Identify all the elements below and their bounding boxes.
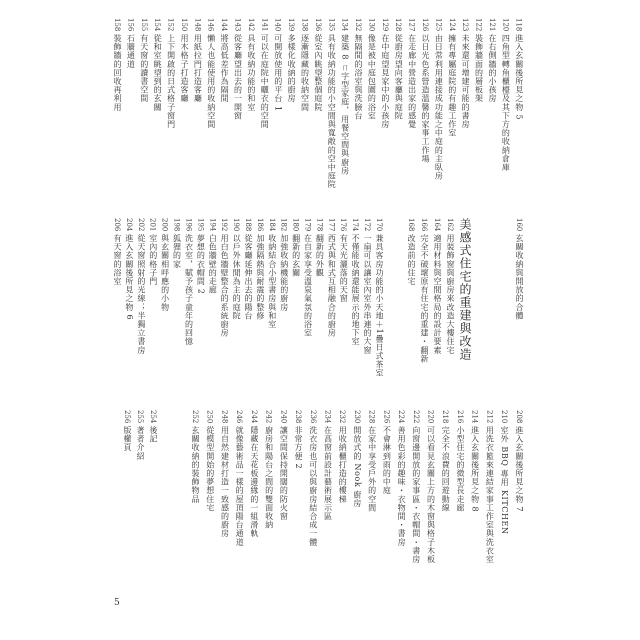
toc-page-number: 220 [426, 410, 435, 424]
toc-entry [303, 218, 313, 338]
toc-entry [419, 218, 429, 363]
toc-page-number: 228 [367, 410, 376, 424]
toc-entry [219, 410, 229, 538]
toc-page-number: 194 [208, 218, 217, 232]
toc-entry [337, 410, 347, 504]
toc-page-number: 164 [433, 218, 441, 232]
toc-entry-title: 善用色彩的趣味・衣物間・書房 [397, 426, 407, 547]
toc-entry [514, 410, 524, 513]
toc-page-number: 202 [136, 218, 145, 232]
toc-entry [183, 218, 193, 346]
toc-page-number: 177 [327, 218, 336, 232]
toc-page-number: 206 [113, 218, 121, 232]
toc-page-number: 179 [303, 218, 312, 232]
toc-entry [455, 410, 465, 512]
toc-page-number: 246 [235, 410, 244, 424]
toc-page-number: 166 [420, 218, 428, 232]
toc-page-number: 230 [352, 410, 361, 424]
toc-page-number: 141 [260, 18, 269, 32]
toc-entry-title: 四角型轉角櫃檯及其下方的收納倉庫 [501, 34, 511, 172]
toc-entry-title: 在走廊中營造出家的感覺 [407, 34, 417, 129]
toc-entry [179, 18, 189, 103]
toc-page-number: 254 [149, 410, 157, 424]
toc-entry [135, 410, 145, 461]
toc-entry-title: 小型住宅的微型長走廊 [455, 426, 465, 513]
toc-entry-title: 洗衣室，賦予孩子童年的回憶 [184, 234, 194, 347]
toc-entry-title: 白色牆壁的走廊 [208, 234, 218, 295]
toc-page-number: 184 [267, 218, 276, 232]
toc-entry [195, 218, 205, 295]
toc-entry-title: 洗衣房也可以與廚房結合成一體 [308, 426, 318, 547]
toc-entry [192, 18, 202, 103]
toc-entry [243, 218, 253, 320]
toc-entry-title: 從客廳望出去的一開窗 [233, 34, 243, 121]
toc-entry-title: 建築 8 ㄇ字型家庭，用餐空間與廚房 [340, 34, 350, 176]
toc-entry-title: 兼具客房功能的小天地＋1疊日式茶室 [374, 234, 384, 378]
toc-entry-title: 完全不浪費的回遊動線 [441, 426, 451, 513]
toc-group [512, 218, 524, 320]
toc-entry [160, 218, 170, 312]
toc-entry [514, 18, 524, 121]
toc-entry [326, 218, 336, 338]
toc-entry [445, 218, 455, 355]
toc-entry [322, 410, 332, 521]
toc-entry-title: 在高窗前設計藝術展示區 [323, 426, 333, 521]
toc-page-number: 242 [264, 410, 273, 424]
toc-entry-title: 從和室眺望到的玄關 [153, 34, 163, 112]
toc-entry [234, 410, 244, 547]
toc-entry [148, 410, 158, 444]
toc-page-number: 144 [220, 18, 229, 32]
toc-entry [406, 218, 416, 286]
toc-page-number: 190 [232, 218, 241, 232]
toc-entry-title: 石牆通道 [126, 34, 136, 69]
toc-entry-title: 完全不破壞原有住宅的重建・翻新 [420, 234, 429, 364]
toc-page-number: 236 [308, 410, 317, 424]
toc-entry [219, 218, 229, 338]
toc-page-number: 138 [300, 18, 309, 32]
toc-entry [326, 18, 336, 189]
toc-entry-title: 後記 [149, 426, 158, 444]
toc-entry [291, 218, 301, 277]
toc-entry [299, 18, 309, 112]
toc-page-number: 176 [339, 218, 348, 232]
toc-page-number: 134 [340, 18, 349, 32]
toc-page-number: 188 [243, 218, 252, 232]
toc-entry-title: 用自然建材打造一致感的廚房 [220, 426, 230, 539]
toc-entry [233, 18, 243, 120]
toc-page-number: 128 [394, 18, 403, 32]
toc-page-number: 129 [380, 18, 389, 32]
toc-entry [205, 410, 215, 512]
toc-page-number: 250 [205, 410, 214, 424]
toc-entry-title: 西式與和式互相融合的廚房 [327, 234, 337, 338]
toc-entry [362, 218, 372, 355]
toc-page-number: 127 [407, 18, 416, 32]
toc-entry [470, 410, 480, 513]
toc-entry [440, 410, 450, 512]
toc-page-number: 172 [363, 218, 372, 232]
toc-entry [124, 218, 134, 321]
toc-entry-title: 從客廳延伸出去的陽台 [243, 234, 253, 321]
toc-entry-title: 以戶外休閒為主的庭院 [232, 234, 242, 321]
toc-entry-title: 用洗衣籃來連結家事工作室與洗衣室 [485, 426, 495, 564]
toc-page-number: 244 [249, 410, 258, 424]
toc-page-number: 140 [273, 18, 282, 32]
toc-page-number: 154 [153, 18, 162, 32]
toc-entry [206, 18, 216, 129]
toc-entry-title: 翻新的玄關 [291, 234, 301, 278]
toc-entry-title: 從室內眺望整個庭院 [313, 34, 323, 112]
toc-entry-title: 上下開啟的日式格子窗門 [166, 34, 176, 129]
toc-page-number: 232 [338, 410, 347, 424]
toc-entry [407, 18, 417, 129]
toc-entry [219, 18, 229, 103]
toc-page-number: 196 [184, 218, 193, 232]
toc-page-number: 122 [474, 18, 483, 32]
toc-page-number: 162 [446, 218, 454, 232]
toc-entry-title: 版權頁 [123, 426, 132, 453]
toc-entry-title: 一扇可以讓室內室外串連的大窗 [363, 234, 373, 355]
toc-entry [112, 18, 122, 112]
toc-page-number: 118 [514, 18, 523, 32]
toc-entry [411, 410, 421, 564]
toc-entry-title: 將高低差作為隔間 [220, 34, 230, 104]
toc-page-number: 178 [315, 218, 324, 232]
toc-page-number: 121 [487, 18, 496, 32]
toc-page-number: 132 [354, 18, 363, 32]
toc-entry [279, 218, 289, 312]
toc-entry [338, 218, 348, 303]
toc-entry [139, 18, 149, 103]
toc-page-number: 255 [136, 410, 144, 424]
toc-page-number: 252 [191, 410, 199, 424]
toc-entry [499, 410, 509, 535]
toc-entry-title: 逐漸隱藏的收納空間 [300, 34, 310, 112]
toc-page-number: 256 [123, 410, 131, 424]
toc-entry-title: 進入玄關後所見之物 5 [514, 34, 524, 121]
toc-page-number: 142 [246, 18, 255, 32]
toc-page-number: 214 [470, 410, 479, 424]
toc-page-number: 248 [220, 410, 229, 424]
toc-entry-title: 加強收納機能的廚房 [279, 234, 289, 312]
toc-group [122, 410, 158, 461]
toc-entry-title: 夢想的衣帽間 2 [196, 234, 206, 295]
toc-entry [432, 218, 442, 355]
toc-entry-title: 著者介紹 [136, 426, 145, 461]
toc-entry [273, 18, 283, 112]
toc-page-number: 160 [515, 218, 523, 232]
toc-entry-title: 在右側牆的小孩房 [487, 34, 497, 104]
toc-entry [350, 218, 360, 346]
toc-entry [172, 218, 182, 269]
toc-entry [340, 18, 350, 175]
toc-entry-title: 有天光灑落的天窗 [339, 234, 349, 304]
toc-entry-title: 從模型開始的夢想住宅 [205, 426, 215, 513]
toc-page-number: 208 [514, 410, 523, 424]
toc-entry [314, 218, 324, 277]
toc-entry [353, 18, 363, 120]
toc-entry-title: 室外 BBQ 專用 KITCHEN [500, 426, 510, 535]
toc-page-number: 226 [382, 410, 391, 424]
toc-entry-title: 在中庭望見家中的小孩房 [380, 34, 390, 129]
toc-entry-title: 室內的格子門 [148, 234, 158, 286]
toc-page-number: 125 [434, 18, 443, 32]
toc-entry-title: 具有收納功能的和室 [246, 34, 256, 112]
toc-page-number: 139 [287, 18, 296, 32]
toc-page-number: 198 [172, 218, 181, 232]
toc-page-number: 192 [220, 218, 229, 232]
toc-entry-title: 就像藝術品一樣的屋頂陽台通道 [235, 426, 245, 547]
toc-entry [166, 18, 176, 129]
toc-page-number: 126 [420, 18, 429, 32]
toc-page-number: 200 [160, 218, 169, 232]
toc-entry-title: 適用材料與空間格局的設計要素 [433, 234, 442, 355]
toc-entry-title: 用白色牆壁整合的系統廚房 [220, 234, 230, 338]
toc-entry-title: 有天窗的浴室 [113, 234, 122, 286]
page-number: 5 [114, 598, 120, 608]
toc-entry-title: 在自家享受溫泉氣氛的浴室 [303, 234, 313, 338]
toc-entry [259, 18, 269, 129]
toc-entry-title: 玄關收納的裝飾物品 [191, 426, 200, 504]
toc-entry [308, 410, 318, 547]
toc-entry [255, 218, 265, 320]
toc-entry-title: 以日光色系營造溫馨的家事工作場 [420, 34, 430, 164]
toc-entry [264, 410, 274, 530]
toc-entry-title: 在家中享受戶外的空間 [367, 426, 377, 513]
toc-page-number: 143 [233, 18, 242, 32]
toc-entry [447, 18, 457, 138]
toc-entry-title: 從天窗照射的光線；半獨立書房 [136, 234, 146, 355]
toc-entry [396, 410, 406, 547]
toc-entry [286, 18, 296, 103]
toc-entry [433, 18, 443, 181]
toc-page-number: 212 [485, 410, 494, 424]
toc-entry [500, 18, 510, 172]
toc-entry-title: 可以在庭院中曬衣的空間 [260, 34, 270, 129]
toc-entry [420, 18, 430, 163]
toc-entry [374, 218, 384, 378]
toc-page-number: 224 [397, 410, 406, 424]
toc-group [112, 18, 524, 189]
toc-entry-title: 翻新的外觀 [315, 234, 325, 278]
toc-entry [487, 18, 497, 103]
toc-page-number: 170 [374, 218, 383, 232]
toc-entry-title: 進入玄關後所見之物 8 [470, 426, 480, 513]
toc-entry-title: 隱藏在天花板邊緣的一組滑軌 [249, 426, 259, 539]
toc-entry-title: 懶人也能使用的收納空間 [206, 34, 216, 129]
toc-entry-title: 加強隔熱與耐震的整修 [255, 234, 265, 321]
toc-entry-title: 具有收納功能的小空間與寬敞的空中庭院 [327, 34, 337, 190]
toc-page-number: 218 [441, 410, 450, 424]
toc-page-number: 168 [407, 218, 415, 232]
toc-entry-title: 改造前的住宅 [407, 234, 416, 286]
toc-entry-title: 裝飾牆的回收再利用 [113, 34, 122, 112]
toc-entry-title: 多樣化收納的廚房 [287, 34, 297, 104]
toc-page-number: 156 [126, 18, 135, 32]
toc-entry [246, 18, 256, 112]
toc-entry [148, 218, 158, 286]
toc-entry-title: 向窗邊開放的家事區・衣帽間・書房 [411, 426, 421, 564]
toc-entry [514, 218, 524, 320]
toc-entry-title: 無隔間的浴室與洗臉台 [354, 34, 364, 121]
toc-entry [190, 410, 200, 504]
toc-page-number: 216 [455, 410, 464, 424]
toc-page-number: 130 [367, 18, 376, 32]
toc-entry [313, 18, 323, 112]
toc-entry [267, 218, 277, 329]
toc-entry-title: 開放式的 Nook 廚房 [352, 426, 362, 509]
toc-entry-title: 用木格子打造客廳 [179, 34, 189, 104]
toc-entry-title: 收納結合小型書房與和室 [267, 234, 277, 329]
toc-page-number: 148 [193, 18, 202, 32]
toc-entry-title: 擁有專屬庭院的有趣工作室 [447, 34, 457, 138]
toc-entry-title: 未來還可增建可能的書房 [461, 34, 471, 129]
toc-entry-title: 可以看見玄關上方的木窗與格子木板 [426, 426, 436, 564]
section-heading: 美感式住宅的重建與改造 [458, 218, 472, 361]
toc-page-number: 174 [351, 218, 360, 232]
toc-page-number: 146 [206, 18, 215, 32]
toc-entry-title: 像是被中庭包圍的浴室 [367, 34, 377, 121]
toc-entry [484, 410, 494, 564]
toc-page-number: 222 [411, 410, 420, 424]
toc-entry [352, 410, 362, 508]
toc-entry [152, 18, 162, 112]
toc-entry [426, 410, 436, 564]
toc-entry [380, 18, 390, 129]
toc-entry-title: 進入玄關後所見之物 6 [124, 234, 134, 321]
toc-entry-title: 不會淋到雨的中庭 [382, 426, 392, 496]
toc-entry-title: 用收納櫃打造的樓梯 [338, 426, 348, 504]
toc-page-number: 155 [139, 18, 148, 32]
toc-page-number: 124 [447, 18, 456, 32]
toc-entry-title: 與玄關相呼應的小物 [160, 234, 170, 312]
toc-page-number: 195 [196, 218, 205, 232]
toc-page-number: 204 [124, 218, 133, 232]
toc-page-number: 182 [279, 218, 288, 232]
toc-page-number: 180 [291, 218, 300, 232]
toc-entry [460, 18, 470, 129]
toc-entry [278, 410, 288, 521]
toc-entry [381, 410, 391, 495]
toc-page-number: 238 [294, 410, 303, 424]
toc-entry [231, 218, 241, 320]
toc-page-number: 123 [461, 18, 470, 32]
toc-entry-title: 用紙拉門打造客廳 [193, 34, 203, 104]
toc-entry-title: 非常方便 2 [294, 426, 304, 470]
toc-entry-title: 可開放使用的平台 1 [273, 34, 283, 113]
toc-entry [122, 410, 132, 452]
toc-entry-title: 讓空間保持開闊的防火窗 [279, 426, 289, 521]
toc-entry-title: 裝飾牆面的層板架 [474, 34, 484, 104]
toc-entry-title: 廚房和陽台之間的雙面收納 [264, 426, 274, 530]
toc-page-number: 135 [327, 18, 336, 32]
toc-group [406, 218, 472, 363]
toc-page-number: 120 [501, 18, 510, 32]
toc-entry [474, 18, 484, 103]
toc-page-number: 152 [166, 18, 175, 32]
toc-entry-title: 不僅能收納還能展示的地下室 [351, 234, 361, 347]
toc-page-number: 234 [323, 410, 332, 424]
toc-page-number: 201 [148, 218, 157, 232]
toc-entry [207, 218, 217, 295]
toc-entry-title: 從廚房望向客廳與庭院 [394, 34, 404, 121]
toc-page-number: 186 [255, 218, 264, 232]
toc-entry [366, 18, 376, 120]
toc-entry-title: 玄關收納與開放的合體 [515, 234, 524, 321]
toc-group [112, 218, 384, 378]
toc-page-number: 210 [500, 410, 509, 424]
toc-page-number: 158 [113, 18, 121, 32]
toc-entry [249, 410, 259, 538]
toc-entry [136, 218, 146, 355]
toc-entry [367, 410, 377, 512]
toc-entry [112, 218, 122, 286]
toc-page-number: 240 [279, 410, 288, 424]
toc-entry-title: 用裝飾窗與廚房來改造大樓住宅 [446, 234, 455, 355]
toc-entry [393, 18, 403, 120]
toc-entry [125, 18, 135, 69]
toc-entry [293, 410, 303, 470]
toc-entry-title: 狐狸的家 [172, 234, 182, 269]
toc-entry-title: 由日常利用連接成功能之中庭的主臥房 [434, 34, 444, 181]
toc-entry-title: 有天窗的讀書空間 [139, 34, 149, 104]
toc-page-number: 136 [313, 18, 322, 32]
toc-entry-title: 進入玄關後所見之物 7 [514, 426, 524, 513]
toc-page-number: 150 [179, 18, 188, 32]
toc-group [190, 410, 524, 564]
